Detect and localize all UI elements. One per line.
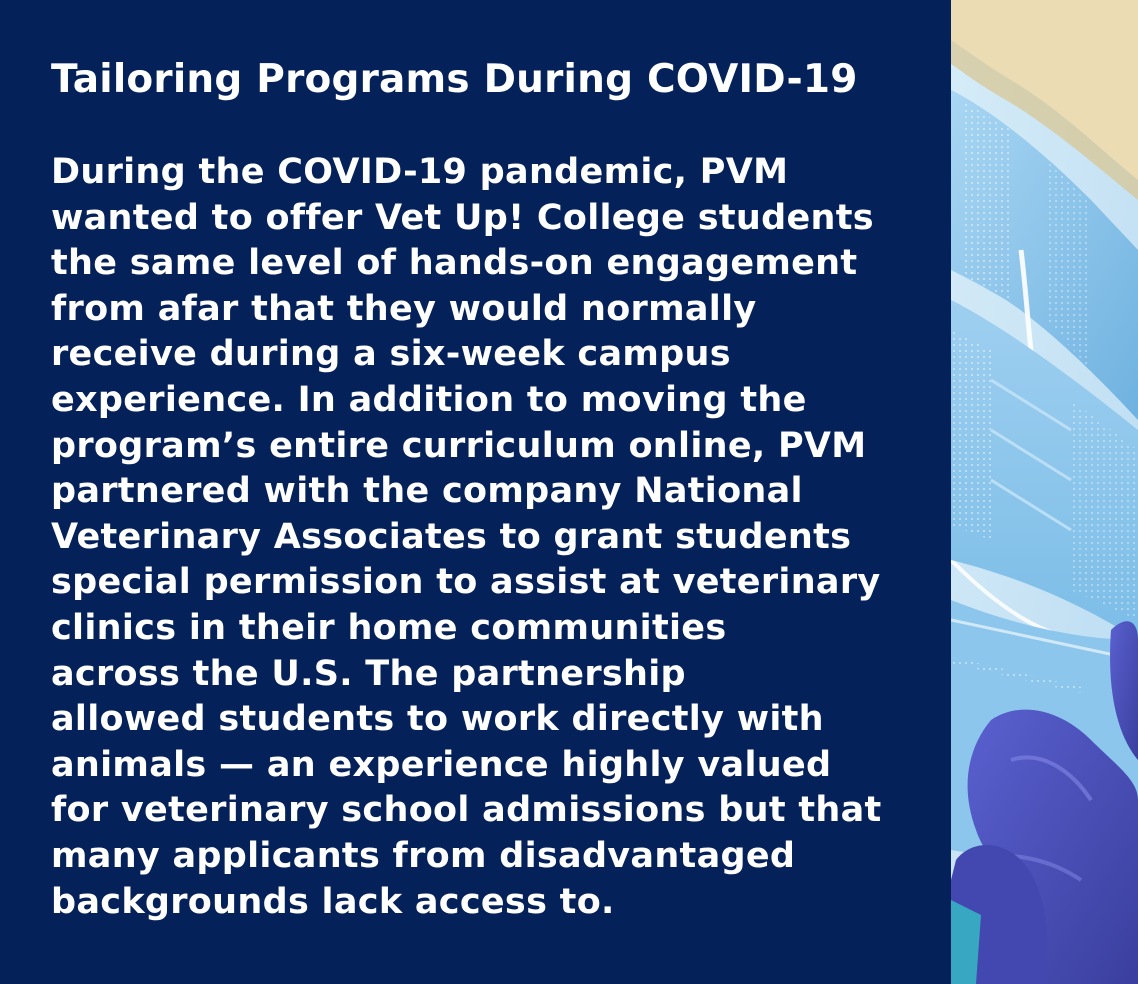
body-line: from afar that they would normally [51, 288, 757, 329]
body-line: Veterinary Associates to grant students [51, 516, 852, 557]
body-line: allowed students to work directly with [51, 699, 824, 740]
body-line: wanted to offer Vet Up! College students [51, 197, 874, 238]
body-line: clinics in their home communities [51, 607, 727, 648]
body-line: partnered with the company National [51, 471, 803, 512]
body-line: backgrounds lack access to. [51, 881, 615, 922]
body-line: the same level of hands-on engagement [51, 243, 858, 284]
body-line: across the U.S. The partnership [51, 653, 686, 694]
medical-masks-gloves-photo [951, 0, 1138, 984]
body-line: program’s entire curriculum online, PVM [51, 425, 867, 466]
body-line: animals — an experience highly valued [51, 744, 832, 785]
body-line: experience. In addition to moving the [51, 379, 807, 420]
body-line: receive during a six-week campus [51, 334, 731, 375]
body-line: many applicants from disadvantaged [51, 835, 796, 876]
body-line: special permission to assist at veterinary [51, 562, 881, 603]
body-paragraph [51, 150, 931, 925]
body-line: During the COVID-19 pandemic, PVM [51, 152, 789, 192]
page-title: Tailoring Programs During COVID-19 [51, 57, 858, 102]
body-line: for veterinary school admissions but that [51, 790, 882, 831]
